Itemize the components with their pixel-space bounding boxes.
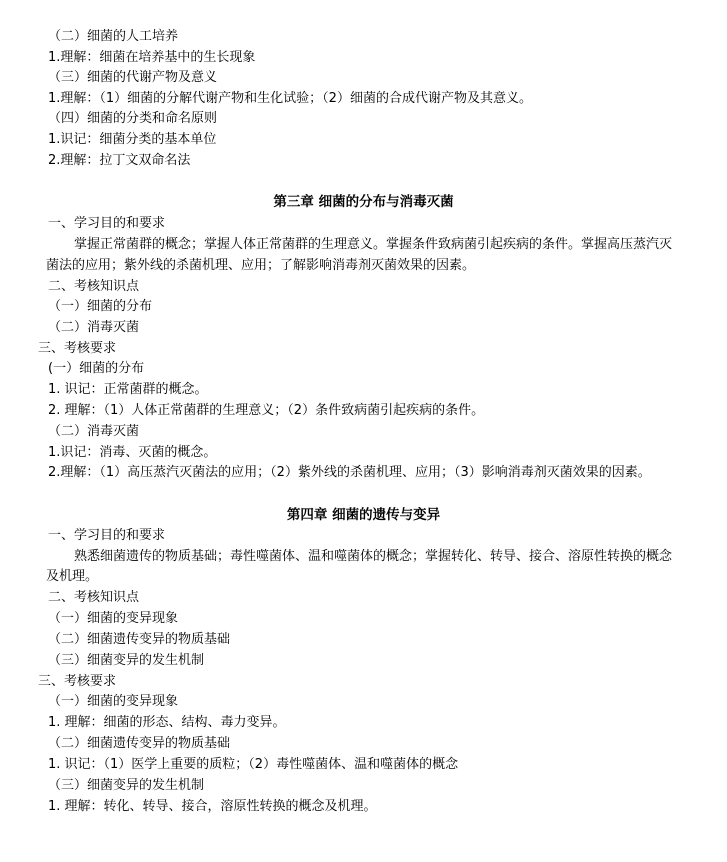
list-item: 1.识记：细菌分类的基本单位 (48, 132, 217, 147)
paragraph-line: 及机理。 (46, 569, 99, 584)
section-heading: （四）细菌的分类和命名原则 (48, 111, 218, 126)
section-heading: （三）细菌变异的发生机制 (48, 778, 205, 793)
paragraph-line: 掌握正常菌群的概念；掌握人体正常菌群的生理意义。掌握条件致病菌引起疾病的条件。掌握高压蒸汽灭 (74, 237, 673, 252)
paragraph-line: 熟悉细菌遗传的物质基础；毒性噬菌体、温和噬菌体的概念；掌握转化、转导、接合、溶原性转换的概念 (74, 549, 673, 564)
list-item: （二）细菌遗传变异的物质基础 (48, 632, 231, 647)
section-heading: 一、学习目的和要求 (48, 216, 166, 231)
chapter-title: 第四章 细菌的遗传与变异 (286, 507, 441, 523)
list-item: 1. 识记：（1）医学上重要的质粒；（2）毒性噬菌体、温和噬菌体的概念 (48, 757, 459, 772)
section-heading: (一）细菌的分布 (48, 361, 145, 376)
section-heading: 二、考核知识点 (48, 590, 140, 605)
list-item: 2.理解：（1）高压蒸汽灭菌法的应用；（2）紫外线的杀菌机理、应用；（3）影响消毒剂灭菌效果的因素。 (48, 465, 651, 480)
section-heading: （三）细菌的代谢产物及意义 (48, 70, 218, 85)
section-heading: （二）细菌的人工培养 (48, 29, 179, 44)
section-heading: 一、学习目的和要求 (48, 528, 166, 543)
list-item: 2.理解：拉丁文双命名法 (48, 153, 191, 168)
list-item: （一）细菌的分布 (48, 299, 153, 314)
section-heading: 二、考核知识点 (48, 279, 140, 294)
list-item: （一）细菌的变异现象 (48, 611, 179, 626)
paragraph-line: 菌法的应用；紫外线的杀菌机理、应用；了解影响消毒剂灭菌效果的因素。 (46, 258, 476, 273)
list-item: 1. 理解：转化、转导、接合，溶原性转换的概念及机理。 (48, 799, 377, 814)
chapter-title: 第三章 细菌的分布与消毒灭菌 (273, 194, 454, 210)
list-item: 1.理解：细菌在培养基中的生长现象 (48, 50, 256, 65)
list-item: 1.理解：（1）细菌的分解代谢产物和生化试验；（2）细菌的合成代谢产物及其意义。 (48, 91, 532, 106)
list-item: 1.识记：消毒、灭菌的概念。 (48, 445, 217, 460)
list-item: （三）细菌变异的发生机制 (48, 653, 205, 668)
section-heading: （一）细菌的变异现象 (48, 694, 179, 709)
section-heading: 三、考核要求 (38, 341, 117, 356)
section-heading: （二）消毒灭菌 (48, 424, 140, 439)
section-heading: （二）细菌遗传变异的物质基础 (48, 736, 231, 751)
list-item: 2. 理解：（1）人体正常菌群的生理意义；（2）条件致病菌引起疾病的条件。 (48, 403, 485, 418)
list-item: （二）消毒灭菌 (48, 320, 140, 335)
list-item: 1. 理解：细菌的形态、结构、毒力变异。 (48, 715, 286, 730)
section-heading: 三、考核要求 (38, 674, 117, 689)
list-item: 1. 识记：正常菌群的概念。 (48, 382, 208, 397)
